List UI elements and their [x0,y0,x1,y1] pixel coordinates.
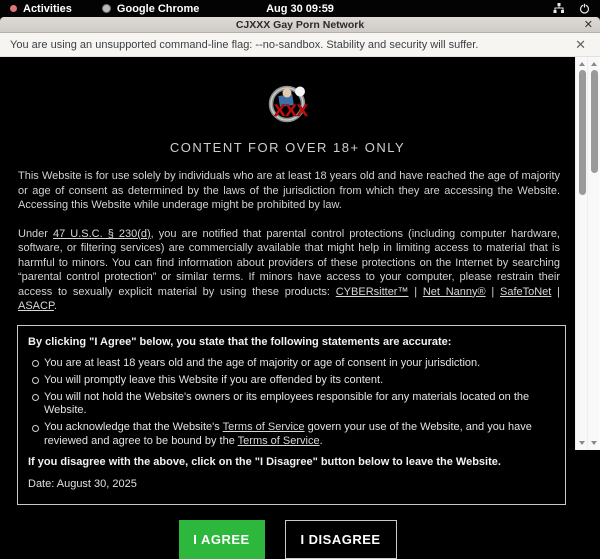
statement-age: You are at least 18 years old and the age of majority or age of consent in your jurisdiction. [28,357,555,371]
statement-leave: You will promptly leave this Website if you are offended by its content. [28,374,555,388]
netnanny-link[interactable]: Net Nanny® [422,285,486,298]
scroll-up-icon[interactable] [591,62,597,66]
page-title: CONTENT FOR OVER 18+ ONLY [169,140,406,155]
i-disagree-button[interactable]: I DISAGREE [285,520,397,559]
power-icon[interactable] [579,3,590,14]
terms-of-service-link[interactable]: Terms of Service [237,434,320,447]
clock[interactable]: Aug 30 09:59 [266,2,334,15]
notification-dot-icon [10,5,17,12]
age-gate-page [0,57,575,547]
infobar-close-button[interactable]: ✕ [575,36,586,52]
infobar-message: You are using an unsupported command-line flag: --no-sandbox. Stability and security will suffer. [10,38,479,51]
asacp-link[interactable]: ASACP [18,300,54,312]
consent-buttons [0,520,575,559]
scrollbar-thumb[interactable] [591,70,598,173]
i-agree-button[interactable]: I AGREE [179,520,265,559]
window-title-bar[interactable] [0,17,600,33]
scroll-down-icon[interactable] [579,441,585,445]
inner-scrollbar[interactable] [575,57,587,450]
browser-viewport [0,57,600,547]
svg-text:XXX: XXX [273,101,308,120]
statement-liability: You will not hold the Website's owners or its employees responsible for any materials located on the Website. [28,391,555,418]
disagree-note: If you disagree with the above, click on the "I Disagree" button below to leave the Website. [28,456,501,468]
agreement-statements [28,357,555,449]
page-scrollbar[interactable] [587,57,599,450]
scroll-down-icon[interactable] [591,441,597,445]
scroll-up-icon[interactable] [579,62,585,66]
parental-control-paragraph: Under 47 U.S.C. § 230(d), you are notified that parental control protections (including computer hardware, software, or filtering services) are commercially available that might help in limiting access to material that is harmful to minors. You can find information about providers of these protections on the Internet by searching “parental control protection” or similar terms. If minors have access to your computer, please restrain their access to sexually explicit material by using these products: CYBERsitter™ | Net Nanny® | SafeToNet | ASACP. [18,227,560,312]
scrollbar-thumb[interactable] [579,70,586,195]
agreement-box [17,325,566,506]
network-icon[interactable] [553,3,565,14]
agreement-date: Date: August 30, 2025 [28,478,137,490]
cjxxx-logo [265,83,311,132]
scrollbar-strip [575,57,600,450]
chrome-app-icon [102,4,111,13]
safetonet-link[interactable]: SafeToNet [499,285,552,298]
window-close-button[interactable]: ✕ [583,19,593,31]
terms-of-service-link[interactable]: Terms of Service [222,421,305,433]
cybersitter-link[interactable]: CYBERsitter™ [335,285,409,298]
gnome-top-bar [0,0,600,17]
activities-button[interactable]: Activities [23,2,72,15]
agreement-intro: By clicking "I Agree" below, you state that the following statements are accurate: [28,335,452,348]
window-title: CJXXX Gay Porn Network [235,18,365,31]
intro-paragraph: This Website is for use solely by individuals who are at least 18 years old and have reached the age of majority or age of consent as determined by the laws of the jurisdiction from which they are accessing the Website. Accessing this Website while underage might be prohibited by law. [18,170,560,211]
chrome-infobar [0,33,600,57]
usc-230d-link[interactable]: 47 U.S.C. § 230(d) [53,227,151,240]
active-app-menu[interactable]: Google Chrome [116,2,200,15]
statement-tos: You acknowledge that the Website's Terms of Service govern your use of the Website, and you have reviewed and agree to be bound by the Terms of Service. [28,421,555,448]
